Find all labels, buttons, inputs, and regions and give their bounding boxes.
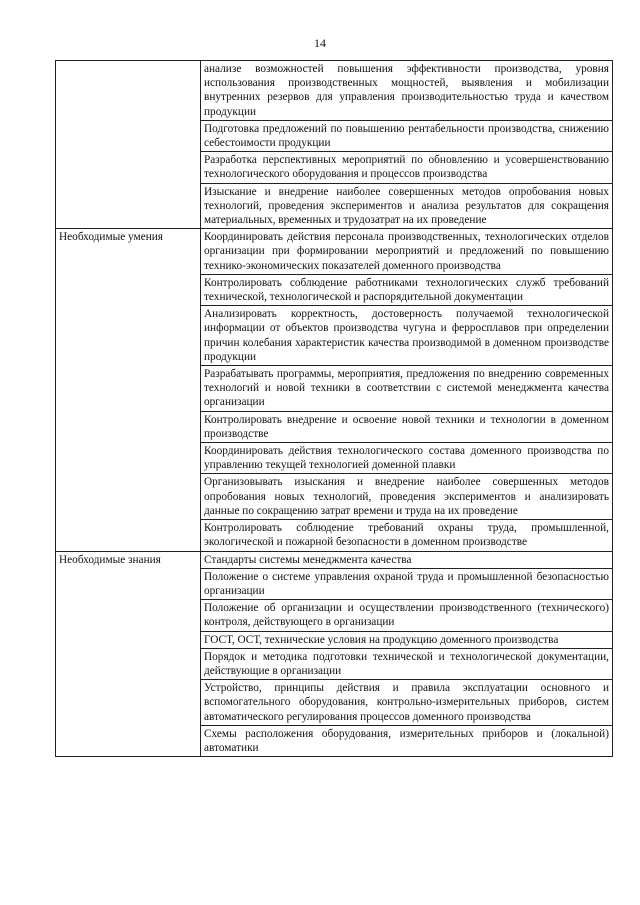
requirement-item: Контролировать соблюдение работниками технологических служб требований технической, технологической и распорядительной документации <box>201 274 613 305</box>
section-label: Необходимые умения <box>56 229 201 551</box>
requirement-item: Порядок и методика подготовки технической и технологической документации, действующие в организации <box>201 648 613 679</box>
requirement-item: Положение о системе управления охраной труда и промышленной безопасностью организации <box>201 568 613 599</box>
requirement-item: Анализировать корректность, достоверность получаемой технологической информации от объектов производства чугуна и ферросплавов при определении причин колебания характеристик качества производимой в доменном производстве продукции <box>201 306 613 366</box>
requirement-item: Разрабатывать программы, мероприятия, предложения по внедрению современных технологий и новой техники в соответствии с системой менеджмента качества организации <box>201 366 613 412</box>
requirements-table <box>55 60 613 757</box>
requirement-item: Стандарты системы менеджмента качества <box>201 551 613 568</box>
table-row <box>56 229 613 275</box>
requirement-item: Организовывать изыскания и внедрение наиболее совершенных методов опробования новых технологий, проведения экспериментов и анализировать данные по сокращению затрат времени и труда на их проведение <box>201 474 613 520</box>
requirement-item: анализе возможностей повышения эффективности производства, уровня использования производственных мощностей, выявления и мобилизации внутренних резервов для управления производительностью труда и качеством продукции <box>201 61 613 121</box>
table-row <box>56 61 613 121</box>
requirement-item: Подготовка предложений по повышению рентабельности производства, снижению себестоимости продукции <box>201 120 613 151</box>
section-label <box>56 61 201 229</box>
section-label: Необходимые знания <box>56 551 201 757</box>
requirement-item: Разработка перспективных мероприятий по обновлению и усовершенствованию технологического оборудования и процессов производства <box>201 152 613 183</box>
requirement-item: ГОСТ, ОСТ, технические условия на продукцию доменного производства <box>201 631 613 648</box>
page-number: 14 <box>314 36 326 50</box>
requirement-item: Координировать действия технологического состава доменного производства по управлению текущей технологией доменной плавки <box>201 443 613 474</box>
requirement-item: Контролировать соблюдение требований охраны труда, промышленной, экологической и пожарной безопасности в доменном производстве <box>201 520 613 551</box>
requirement-item: Устройство, принципы действия и правила эксплуатации основного и вспомогательного оборудования, контрольно-измерительных приборов, систем автоматического регулирования процессов доменного производства <box>201 680 613 726</box>
table-row <box>56 551 613 568</box>
requirement-item: Положение об организации и осуществлении производственного (технического) контроля, действующего в организации <box>201 600 613 631</box>
requirement-item: Схемы расположения оборудования, измерительных приборов и (локальной) автоматики <box>201 725 613 756</box>
requirement-item: Изыскание и внедрение наиболее совершенных методов опробования новых технологий, проведения экспериментов и анализа результатов для сокращения материальных, временных и трудозатрат на их проведение <box>201 183 613 229</box>
requirement-item: Контролировать внедрение и освоение новой техники и технологии в доменном производстве <box>201 411 613 442</box>
requirement-item: Координировать действия персонала производственных, технологических отделов организации при формировании мероприятий и предложений по повышению технико-экономических показателей доменного производства <box>201 229 613 275</box>
